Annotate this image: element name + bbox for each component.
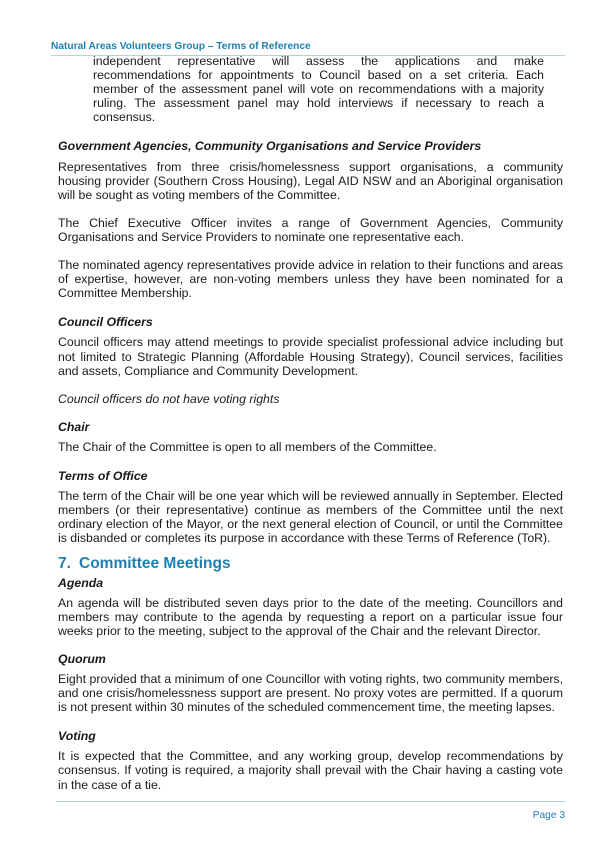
gov-agencies-paragraph-2: The Chief Executive Officer invites a range of Government Agencies, Community Organisations and Service Providers to nominate one representative each. xyxy=(58,215,563,244)
chair-heading: Chair xyxy=(58,419,90,434)
section-7-number: 7. xyxy=(58,555,71,573)
section-7-heading xyxy=(58,557,563,571)
page-number: Page 3 xyxy=(532,810,565,821)
terms-of-office-paragraph: The term of the Chair will be one year which will be reviewed annually in September. Elected members (or their representative) continue as members of the Committee until the next ordinary election of the Mayor, or the next general election of Council, or until the Committee is disbanded or completes its purpose in accordance with these Terms of Reference (ToR). xyxy=(58,489,563,546)
voting-paragraph: It is expected that the Committee, and any working group, develop recommendations by consensus. If voting is required, a majority shall prevail with the Chair having a casting vote in the case of a tie. xyxy=(58,749,563,792)
quorum-paragraph: Eight provided that a minimum of one Councillor with voting rights, two community members, and one crisis/homelessness support are present. No proxy votes are permitted. If a quorum is not present within 30 minutes of the scheduled commencement time, the meeting lapses. xyxy=(58,672,563,715)
council-officers-paragraph: Council officers may attend meetings to provide specialist professional advice including but not limited to Strategic Planning (Affordable Housing Strategy), Council services, facilities and assets, Compliance and Community Development. xyxy=(58,335,563,378)
gov-agencies-paragraph-3: The nominated agency representatives provide advice in relation to their functions and areas of expertise, however, are non-voting members unless they have been nominated for a Committee Membership. xyxy=(58,258,563,301)
page-header xyxy=(51,36,565,56)
section-7-title: Committee Meetings xyxy=(79,555,231,573)
intro-paragraph: independent representative will assess the applications and make recommendations for appointments to Council based on a set criteria. Each member of the assessment panel will vote on recommendations with a majority ruling. The assessment panel may hold interviews if necessary to reach a consensus. xyxy=(93,54,544,125)
chair-paragraph: The Chair of the Committee is open to all members of the Committee. xyxy=(58,439,437,454)
voting-heading: Voting xyxy=(58,729,96,744)
terms-of-office-heading: Terms of Office xyxy=(58,468,148,483)
council-officers-note: Council officers do not have voting rights xyxy=(58,391,280,406)
council-officers-heading: Council Officers xyxy=(58,315,153,330)
document-title: Natural Areas Volunteers Group – Terms of Reference xyxy=(51,41,311,52)
gov-agencies-paragraph-1: Representatives from three crisis/homelessness support organisations, a community housing provider (Southern Cross Housing), Legal AID NSW and an Aboriginal organisation will be sought as voting members of the Committee. xyxy=(58,159,563,202)
page-footer xyxy=(56,801,565,821)
agenda-heading: Agenda xyxy=(58,575,104,590)
agenda-paragraph: An agenda will be distributed seven days prior to the date of the meeting. Councillors and members may contribute to the agenda by requesting a report on a particular issue four weeks prior to the meeting, subject to the approval of the Chair and the relevant Director. xyxy=(58,595,563,638)
gov-agencies-heading: Government Agencies, Community Organisations and Service Providers xyxy=(58,139,482,154)
page-content xyxy=(58,54,563,792)
quorum-heading: Quorum xyxy=(58,651,106,666)
